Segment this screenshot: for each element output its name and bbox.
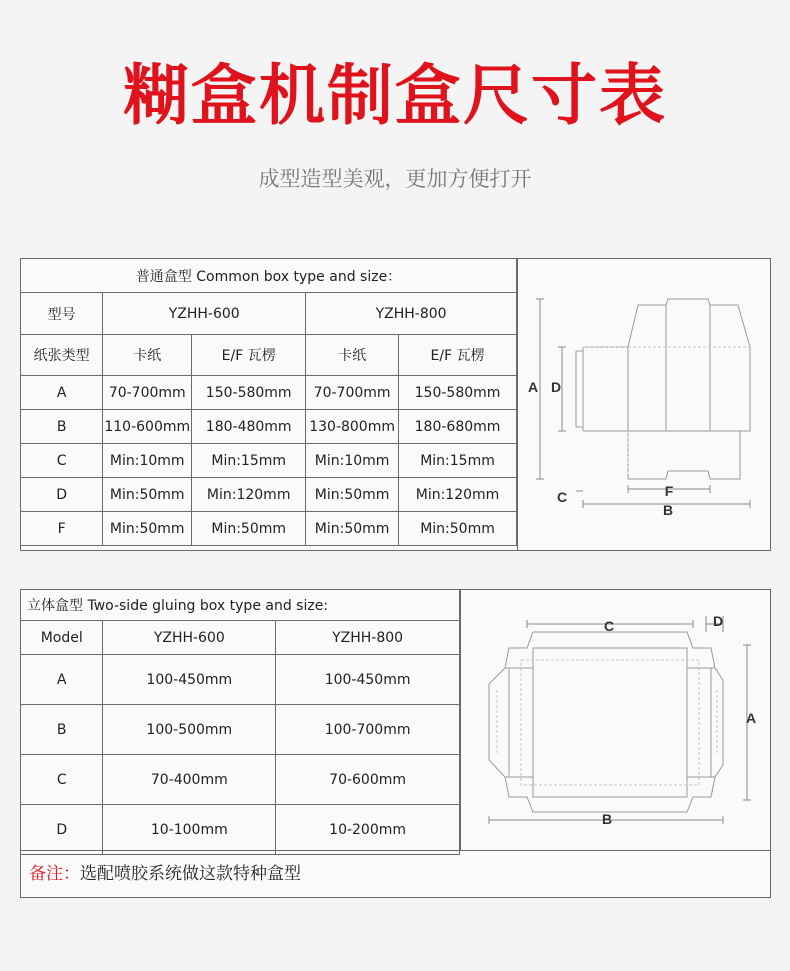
paper-ef-800 <box>399 335 517 376</box>
table-row <box>21 655 460 705</box>
gluing-box-table <box>21 590 460 855</box>
note-text: 选配喷胶系统做这款特种盒型 <box>80 864 301 884</box>
model-label: 型号 <box>21 293 103 335</box>
table-row <box>21 478 517 512</box>
row-label: B <box>21 410 103 444</box>
table-cell: 180-480mm <box>192 410 306 444</box>
dim-label-a: A <box>745 710 757 726</box>
table-cell: 10-200mm <box>276 805 460 855</box>
page-subtitle: 成型造型美观，更加方便打开 <box>258 167 532 191</box>
row-label: F <box>21 512 103 546</box>
dim-label-b: B <box>662 502 674 518</box>
row-label: D <box>21 478 103 512</box>
note-row <box>21 850 770 897</box>
table-row <box>21 705 460 755</box>
paper-ef-600 <box>192 335 306 376</box>
row-label: A <box>21 376 103 410</box>
table-cell: 100-700mm <box>276 705 460 755</box>
table-row <box>21 805 460 855</box>
model-header: Model <box>21 621 103 655</box>
model-yzhh-800: YZHH-800 <box>306 293 517 335</box>
table-cell: 180-680mm <box>399 410 517 444</box>
dim-label-c: C <box>556 489 568 505</box>
dim-label-a: A <box>527 379 539 395</box>
table-cell: Min:50mm <box>399 512 517 546</box>
table-cell: 70-400mm <box>103 755 276 805</box>
table-cell: Min:15mm <box>192 444 306 478</box>
dim-label-d: D <box>712 613 724 629</box>
gluing-box-diagram <box>460 590 770 850</box>
row-label: D <box>21 805 103 855</box>
table-row <box>21 444 517 478</box>
table-cell: Min:10mm <box>306 444 399 478</box>
row-label: C <box>21 755 103 805</box>
paper-ef-suffix: 瓦楞 <box>456 348 485 364</box>
caption-cn: 立体盒型 <box>27 598 83 614</box>
table-cell: Min:15mm <box>399 444 517 478</box>
table-cell: Min:10mm <box>103 444 192 478</box>
paper-ef-prefix: E/F <box>221 348 244 364</box>
table-cell: 10-100mm <box>103 805 276 855</box>
table-cell: Min:50mm <box>306 478 399 512</box>
table-cell: 100-450mm <box>103 655 276 705</box>
table-cell: Min:50mm <box>306 512 399 546</box>
model-yzhh-600: YZHH-600 <box>103 293 306 335</box>
model-yzhh-800: YZHH-800 <box>276 621 460 655</box>
row-label: A <box>21 655 103 705</box>
table-cell: 150-580mm <box>192 376 306 410</box>
table-cell: 70-600mm <box>276 755 460 805</box>
table-cell: 100-450mm <box>276 655 460 705</box>
table-row <box>21 376 517 410</box>
table-cell: Min:120mm <box>192 478 306 512</box>
caption-en: Two-side gluing box type and size: <box>87 598 329 614</box>
table-row <box>21 512 517 546</box>
common-box-caption: 普通盒型 Common box type and size： <box>21 259 517 293</box>
table-cell: 130-800mm <box>306 410 399 444</box>
table-cell: 110-600mm <box>103 410 192 444</box>
dim-label-f: F <box>664 483 674 499</box>
table-cell: 100-500mm <box>103 705 276 755</box>
paper-card-800: 卡纸 <box>306 335 399 376</box>
common-box-diagram <box>517 259 770 550</box>
common-box-panel <box>20 258 771 551</box>
paper-ef-suffix: 瓦楞 <box>247 348 276 364</box>
common-box-dieline <box>518 259 770 550</box>
table-cell: 150-580mm <box>399 376 517 410</box>
table-cell: 70-700mm <box>306 376 399 410</box>
table-row <box>21 410 517 444</box>
dim-label-c: C <box>603 618 615 634</box>
table-cell: 70-700mm <box>103 376 192 410</box>
paper-type-label: 纸张类型 <box>21 335 103 376</box>
table-cell: Min:50mm <box>192 512 306 546</box>
row-label: B <box>21 705 103 755</box>
page-title: 糊盒机制盒尺寸表 <box>123 57 667 134</box>
gluing-box-panel <box>20 589 771 898</box>
gluing-box-dieline <box>461 590 770 850</box>
dim-label-b: B <box>601 811 613 827</box>
gluing-box-caption <box>21 590 460 621</box>
dim-label-d: D <box>550 379 562 395</box>
table-cell: Min:50mm <box>103 478 192 512</box>
row-label: C <box>21 444 103 478</box>
paper-card-600: 卡纸 <box>103 335 192 376</box>
common-box-table <box>21 259 517 546</box>
note-label: 备注： <box>29 864 80 884</box>
table-cell: Min:50mm <box>103 512 192 546</box>
model-yzhh-600: YZHH-600 <box>103 621 276 655</box>
table-row <box>21 755 460 805</box>
paper-ef-prefix: E/F <box>430 348 453 364</box>
table-cell: Min:120mm <box>399 478 517 512</box>
